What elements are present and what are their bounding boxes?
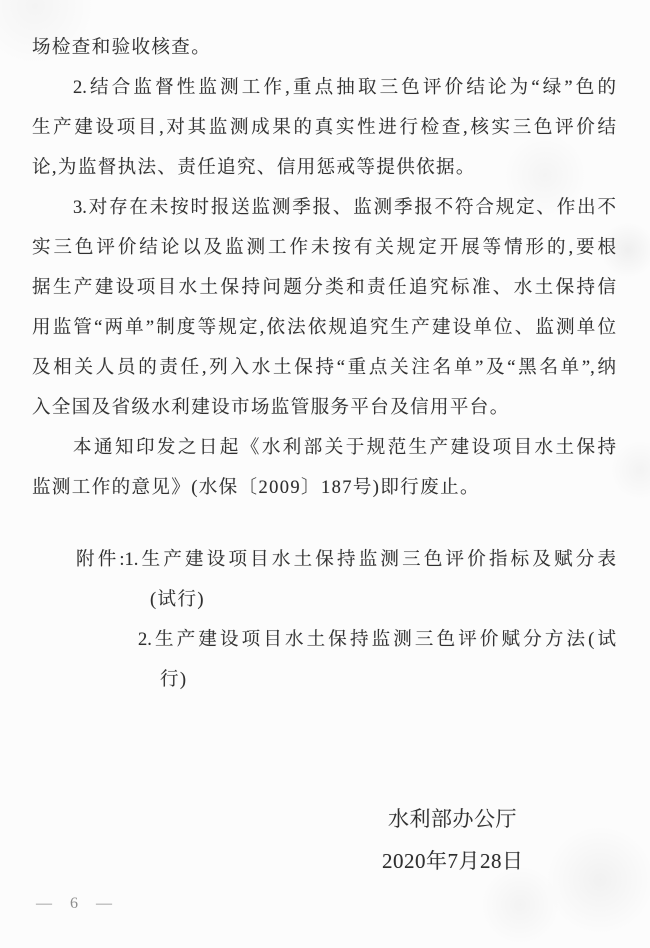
text-line: (试行)	[150, 590, 205, 610]
text-line: 及相关人员的责任,列入水土保持“重点关注名单”及“黑名单”,纳	[32, 358, 616, 378]
text-line: 用监管“两单”制度等规定,依法依规追究生产建设单位、监测单位	[32, 318, 616, 338]
text-line: 监测工作的意见》(水保〔2009〕187号)即行废止。	[32, 478, 480, 498]
signature-date: 2020年7月28日	[382, 849, 524, 873]
text-line: 2.生产建设项目水土保持监测三色评价赋分方法(试	[138, 630, 616, 650]
text-line: 行)	[160, 670, 188, 690]
signature-org: 水利部办公厅	[388, 807, 517, 831]
text-line: 2.结合监督性监测工作,重点抽取三色评价结论为“绿”色的	[73, 78, 616, 98]
text-line: 场检查和验收核查。	[32, 38, 212, 58]
text-line: 3.对存在未按时报送监测季报、监测季报不符合规定、作出不	[73, 198, 616, 218]
text-line: 附件:1.生产建设项目水土保持监测三色评价指标及赋分表	[76, 550, 616, 570]
text-line: 据生产建设项目水土保持问题分类和责任追究标准、水土保持信	[32, 278, 616, 298]
text-line: 生产建设项目,对其监测成果的真实性进行检查,核实三色评价结	[32, 118, 616, 138]
text-line: 入全国及省级水利建设市场监管服务平台及信用平台。	[32, 398, 510, 418]
page-number: — 6 —	[36, 895, 119, 912]
text-line: 本通知印发之日起《水利部关于规范生产建设项目水土保持	[73, 438, 616, 458]
text-line: 论,为监督执法、责任追究、信用惩戒等提供依据。	[32, 158, 476, 178]
text-line: 实三色评价结论以及监测工作未按有关规定开展等情形的,要根	[32, 238, 616, 258]
document-body	[32, 28, 616, 700]
